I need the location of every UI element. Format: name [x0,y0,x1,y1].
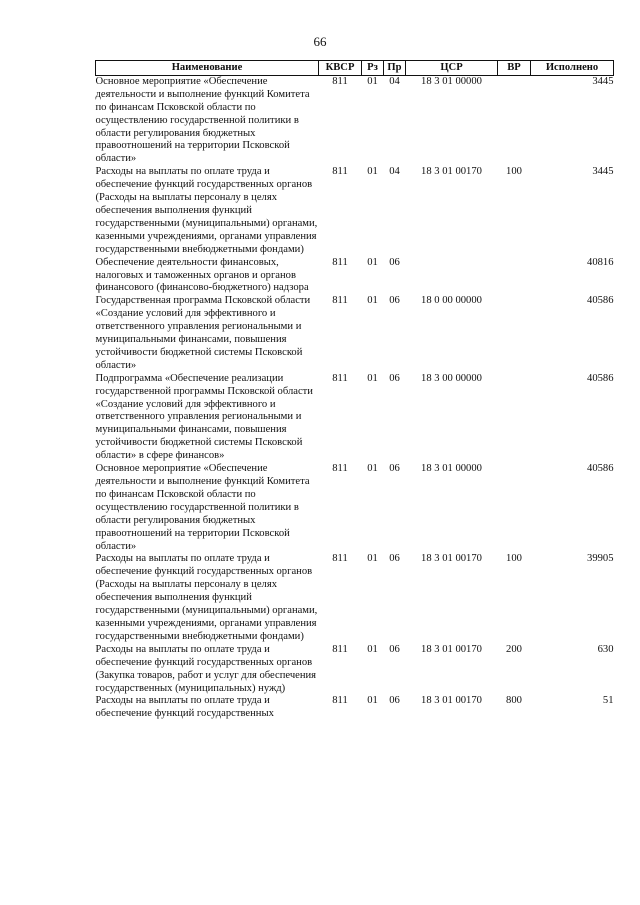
row-rz: 01 [367,553,378,565]
table-row [96,75,614,166]
row-pr: 06 [389,695,400,707]
row-vr: 100 [506,166,522,178]
header-executed: Исполнено [531,61,614,76]
row-name: Государственная программа Псковской области «Создание условий для эффективного и ответственного управления региональными и муниципальными финансами, повышения устойчивости бюджетной системы Псковской области» [95,295,311,371]
row-pr: 06 [389,295,400,307]
table-row [96,166,614,256]
budget-table [95,60,614,721]
row-kvsr: 811 [332,643,348,655]
header-pr: Пр [384,61,406,76]
row-pr: 06 [389,372,400,384]
table-row [96,695,614,721]
row-pr: 06 [389,643,400,655]
row-csr: 18 3 01 00170 [421,553,482,565]
row-rz: 01 [367,372,378,384]
row-csr: 18 3 00 00000 [421,372,482,384]
row-vr: 100 [506,553,522,565]
row-vr [498,463,531,553]
row-kvsr: 811 [332,256,348,268]
row-kvsr: 811 [332,166,348,178]
row-kvsr: 811 [332,553,348,565]
row-vr [498,257,531,296]
row-csr [406,257,498,296]
row-kvsr: 811 [332,463,348,475]
row-name: Расходы на выплаты по оплате труда и обеспечение функций государственных органов (Расходы на выплаты персоналу в целях обеспечения выполнения функций государственными (муниципальными) органами, казенными учреждениями, органами управления государственными внебюджетными фондами) [95,166,318,255]
table-row [96,373,614,463]
row-rz: 01 [367,75,378,87]
row-name: Основное мероприятие «Обеспечение деятельности и выполнение функций Комитета по финансам Псковской области по осуществлению государственной политики в области регулирования бюджетных правоотношений на территории Псковской области» [95,75,310,165]
row-rz: 01 [367,256,378,268]
row-vr: 800 [506,695,522,707]
header-rz: Рз [362,61,384,76]
row-csr: 18 0 00 00000 [421,295,482,307]
row-csr: 18 3 01 00000 [421,75,482,87]
row-name: Расходы на выплаты по оплате труда и обеспечение функций государственных [95,695,274,720]
table-row [96,257,614,296]
row-vr: 200 [506,643,522,655]
row-executed: 39905 [587,553,614,565]
header-vr: ВР [498,61,531,76]
table-row [96,295,614,372]
row-kvsr: 811 [332,372,348,384]
header-name: Наименование [96,61,319,76]
row-executed: 3445 [592,166,614,178]
row-csr: 18 3 01 00170 [421,166,482,178]
table-row [96,644,614,696]
row-name: Основное мероприятие «Обеспечение деятельности и выполнение функций Комитета по финансам Псковской области по осуществлению государственной политики в области регулирования бюджетных правоотношений на территории Псковской области» [95,463,310,552]
row-executed: 3445 [592,75,614,87]
row-kvsr: 811 [332,75,348,87]
row-rz: 01 [367,695,378,707]
row-rz: 01 [367,295,378,307]
header-kvsr: КВСР [319,61,362,76]
row-executed: 51 [602,695,614,707]
row-executed: 630 [597,643,614,655]
row-kvsr: 811 [332,295,348,307]
row-pr: 06 [389,553,400,565]
row-executed: 40586 [587,372,614,384]
row-csr: 18 3 01 00170 [421,695,482,707]
row-executed: 40586 [587,463,614,475]
header-csr: ЦСР [406,61,498,76]
row-executed: 40586 [587,295,614,307]
row-name: Обеспечение деятельности финансовых, налоговых и таможенных органов и органов финансового (финансово-бюджетного) надзора [95,256,309,294]
row-vr [498,75,531,166]
row-pr: 04 [389,166,400,178]
row-csr: 18 3 01 00000 [421,463,482,475]
table-row [96,463,614,553]
row-csr: 18 3 01 00170 [421,643,482,655]
row-pr: 06 [389,256,400,268]
row-vr [498,295,531,372]
row-pr: 06 [389,463,400,475]
row-name: Расходы на выплаты по оплате труда и обеспечение функций государственных органов (Расходы на выплаты персоналу в целях обеспечения выполнения функций государственными (муниципальными) органами, казенными учреждениями, органами управления государственными внебюджетными фондами) [95,553,318,642]
row-vr [498,373,531,463]
row-pr: 04 [389,75,400,87]
page-number: 66 [313,34,327,49]
row-executed: 40816 [587,256,614,268]
row-rz: 01 [367,463,378,475]
row-rz: 01 [367,643,378,655]
row-rz: 01 [367,166,378,178]
table-row [96,553,614,643]
row-name: Подпрограмма «Обеспечение реализации государственной программы Псковской области «Создание условий для эффективного и ответственного управления региональными и муниципальными финансами, повышения устойчивости бюджетной системы Псковской области» в сфере финансов» [95,372,313,462]
table-header-row [96,61,614,76]
row-name: Расходы на выплаты по оплате труда и обеспечение функций государственных органов (Закупка товаров, работ и услуг для обеспечения государственных (муниципальных) нужд) [95,643,317,694]
row-kvsr: 811 [332,695,348,707]
